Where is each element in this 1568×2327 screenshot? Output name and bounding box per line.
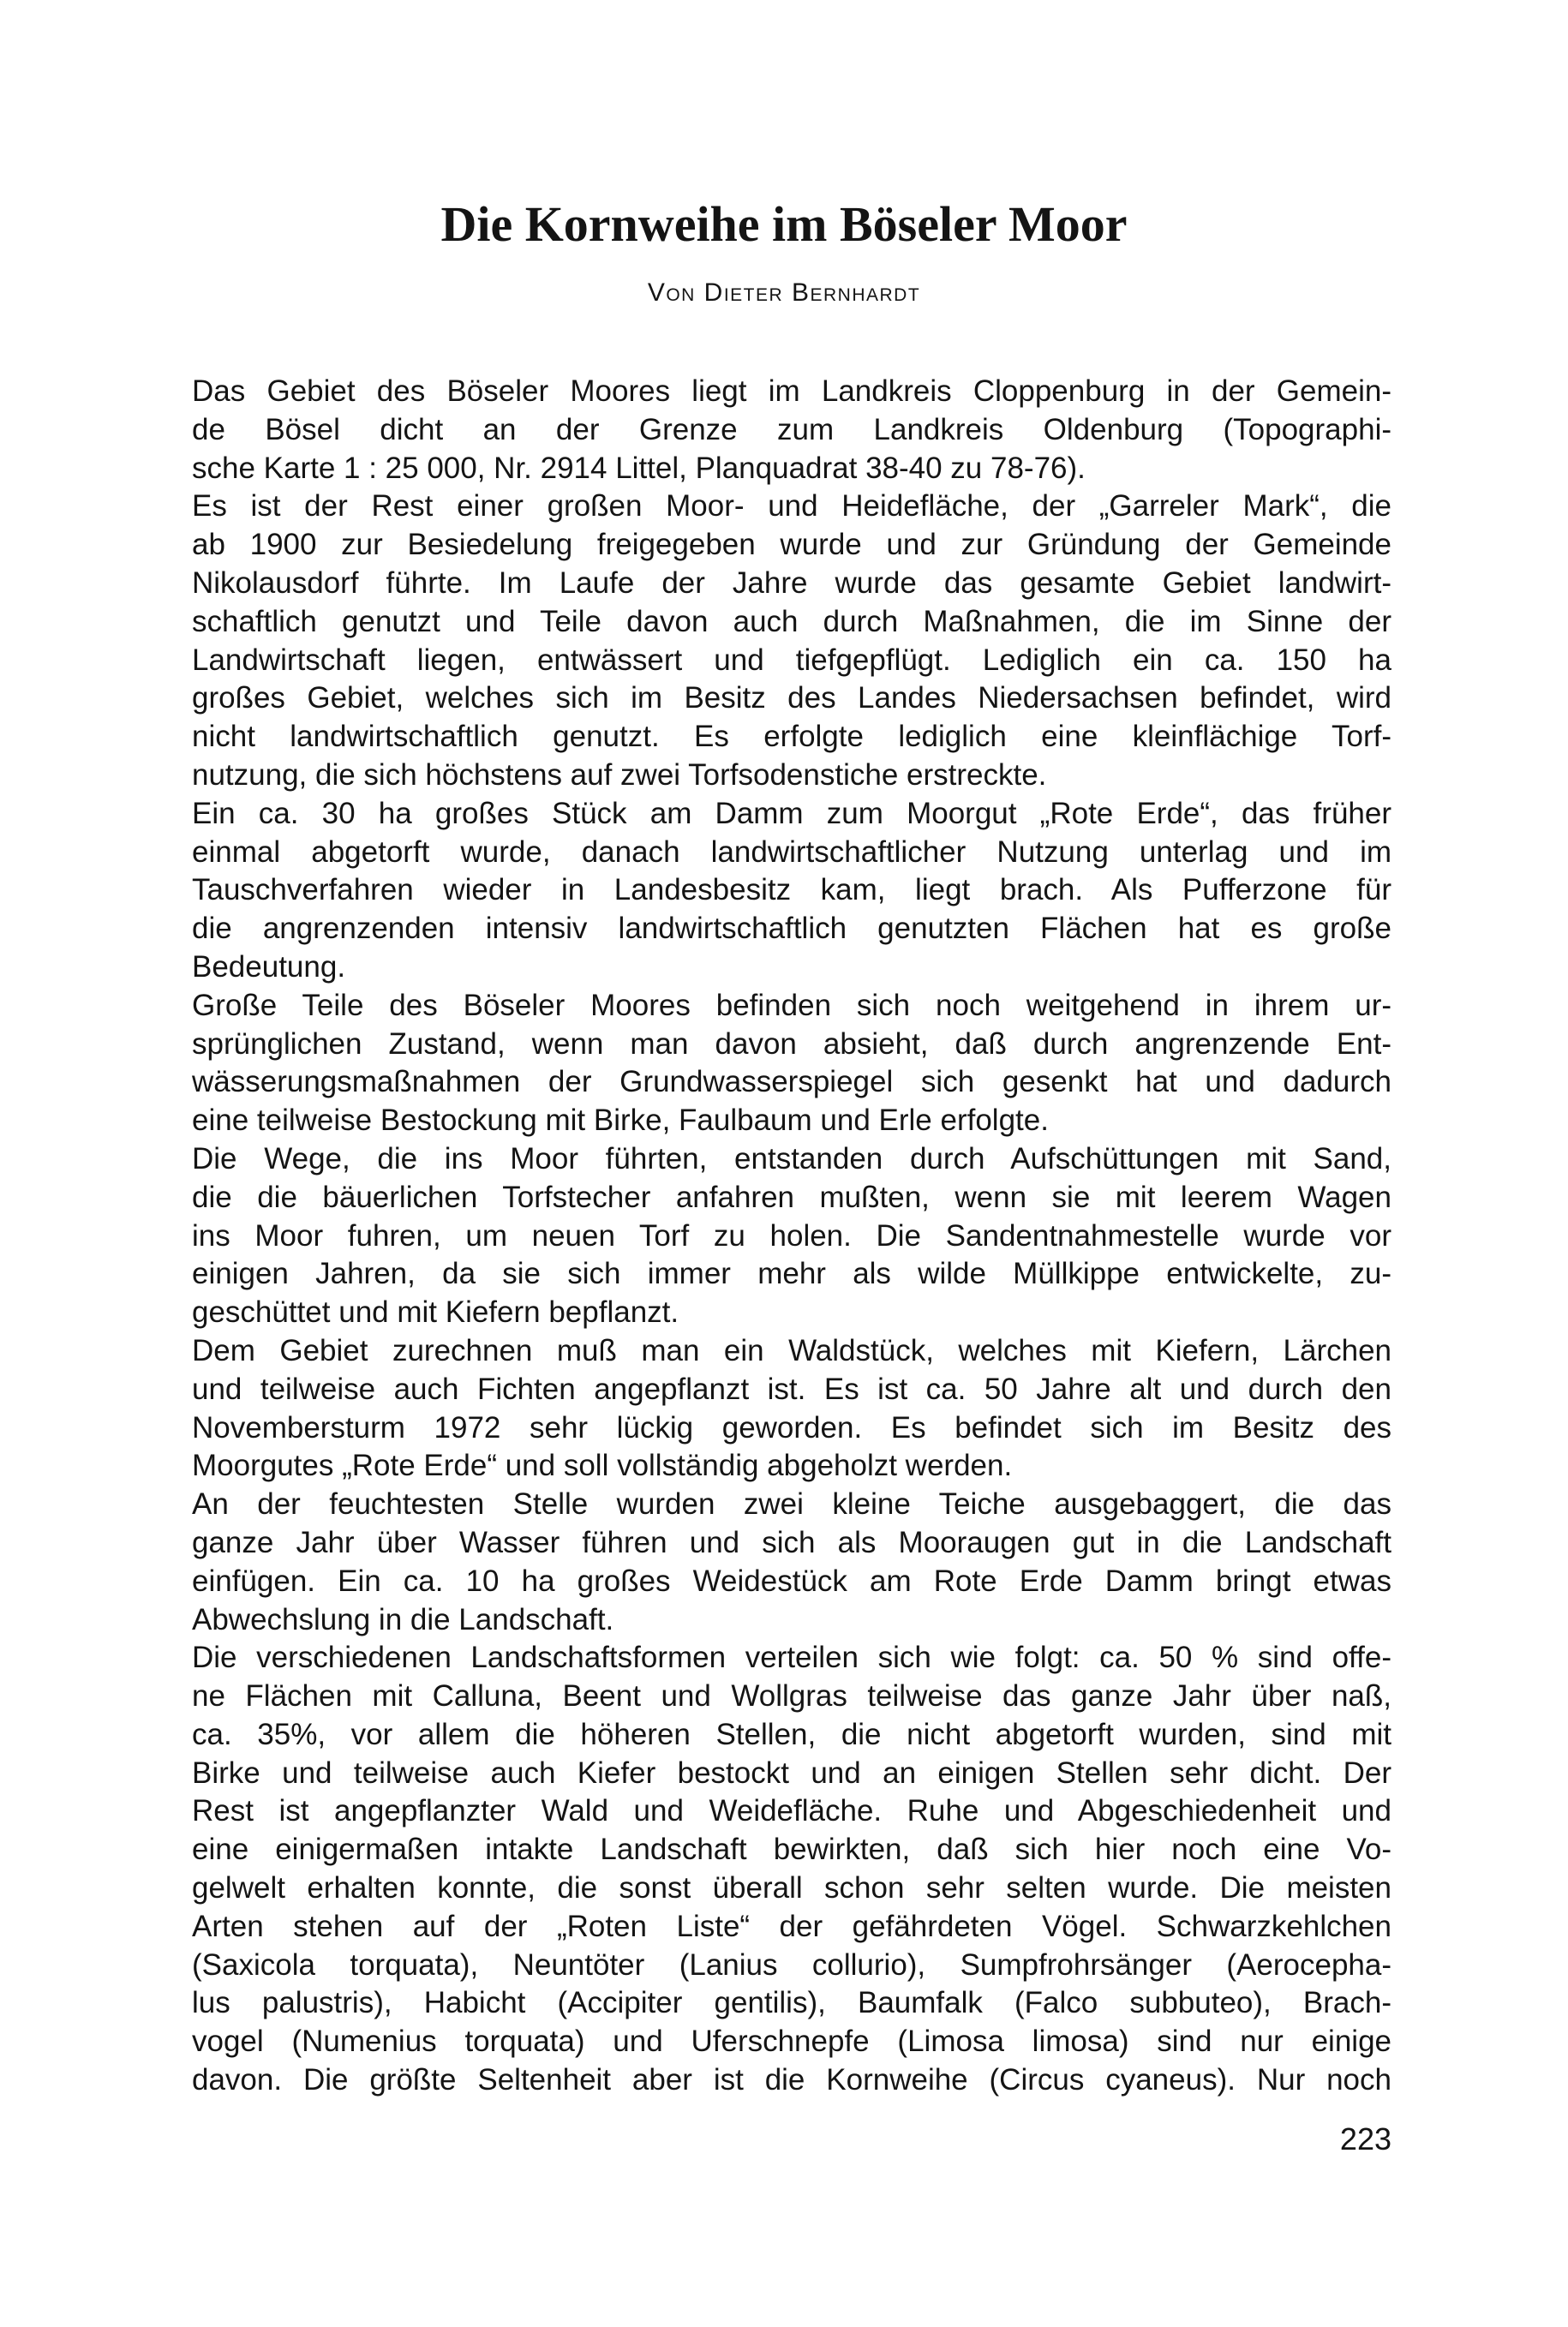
text-line: einmal abgetorft wurde, danach landwirtschaftlicher Nutzung unterlag und im — [192, 834, 1391, 869]
text-line: und teilweise auch Fichten angepflanzt ist. Es ist ca. 50 Jahre alt und durch den — [192, 1372, 1391, 1406]
text-line: ne Flächen mit Calluna, Beent und Wollgras teilweise das ganze Jahr über naß, — [192, 1679, 1391, 1714]
text-line: Nikolausdorf führte. Im Laufe der Jahre wurde das gesamte Gebiet landwirt- — [192, 565, 1391, 600]
text-line: An der feuchtesten Stelle wurden zwei kleine Teiche ausgebaggert, die das — [192, 1487, 1391, 1522]
text-line: sprünglichen Zustand, wenn man davon absieht, daß durch angrenzende Ent- — [192, 1026, 1391, 1061]
text-line: geschüttet und mit Kiefern bepflanzt. — [192, 1295, 679, 1330]
text-line: sche Karte 1 : 25 000, Nr. 2914 Littel, Planquadrat 38-40 zu 78-76). — [192, 451, 1086, 485]
text-line: ab 1900 zur Besiedelung freigegeben wurde und zur Gründung der Gemeinde — [192, 528, 1391, 562]
text-line: schaftlich genutzt und Teile davon auch durch Maßnahmen, die im Sinne der — [192, 604, 1391, 638]
paragraph — [192, 1639, 1391, 2100]
text-line: Rest ist angepflanzter Wald und Weidefläche. Ruhe und Abgeschiedenheit und — [192, 1794, 1391, 1828]
text-line: davon. Die größte Seltenheit aber ist die Kornweihe (Circus cyaneus). Nur noch — [192, 2063, 1391, 2097]
text-line: ca. 35%, vor allem die höheren Stellen, die nicht abgetorft wurden, sind mit — [192, 1717, 1391, 1751]
text-line: ganze Jahr über Wasser führen und sich als Mooraugen gut in die Landschaft — [192, 1525, 1391, 1559]
text-line: nutzung, die sich höchstens auf zwei Torfsodenstiche erstreckte. — [192, 757, 1047, 792]
text-line: wässerungsmaßnahmen der Grundwasserspiegel sich gesenkt hat und dadurch — [192, 1065, 1391, 1099]
text-line: Novembersturm 1972 sehr lückig geworden. Es befindet sich im Besitz des — [192, 1410, 1391, 1445]
text-line: Große Teile des Böseler Moores befinden sich noch weitgehend in ihrem ur- — [192, 988, 1391, 1022]
paragraph — [192, 1486, 1391, 1639]
article-body — [192, 373, 1391, 2100]
text-line: eine einigermaßen intakte Landschaft bewirkten, daß sich hier noch eine Vo- — [192, 1833, 1391, 1867]
text-line: Dem Gebiet zurechnen muß man ein Waldstück, welches mit Kiefern, Lärchen — [192, 1333, 1391, 1367]
text-line: (Saxicola torquata), Neuntöter (Lanius collurio), Sumpfrohrsänger (Aerocepha- — [192, 1947, 1391, 1982]
page-number: 223 — [1339, 2121, 1391, 2157]
text-line: Die verschiedenen Landschaftsformen verteilen sich wie folgt: ca. 50 % sind offe- — [192, 1641, 1391, 1675]
text-line: ins Moor fuhren, um neuen Torf zu holen. Die Sandentnahmestelle wurde vor — [192, 1218, 1391, 1253]
text-line: großes Gebiet, welches sich im Besitz des Landes Niedersachsen befindet, wird — [192, 681, 1391, 715]
text-line: de Bösel dicht an der Grenze zum Landkreis Oldenburg (Topographi- — [192, 412, 1391, 446]
text-line: nicht landwirtschaftlich genutzt. Es erfolgte lediglich eine kleinflächige Torf- — [192, 720, 1391, 754]
article-author: Von Dieter Bernhardt — [647, 278, 921, 307]
text-line: Es ist der Rest einer großen Moor- und Heidefläche, der „Garreler Mark“, die — [192, 489, 1391, 523]
paragraph — [192, 488, 1391, 794]
text-line: die angrenzenden intensiv landwirtschaftlich genutzten Flächen hat es große — [192, 912, 1391, 946]
text-line: Bedeutung. — [192, 949, 346, 984]
text-line: die die bäuerlichen Torfstecher anfahren mußten, wenn sie mit leerem Wagen — [192, 1180, 1391, 1214]
text-line: Ein ca. 30 ha großes Stück am Damm zum Moorgut „Rote Erde“, das früher — [192, 796, 1391, 830]
text-line: gelwelt erhalten konnte, die sonst überall schon sehr selten wurde. Die meisten — [192, 1871, 1391, 1905]
article-title: Die Kornweihe im Böseler Moor — [440, 196, 1128, 252]
text-line: Moorgutes „Rote Erde“ und soll vollständig abgeholzt werden. — [192, 1449, 1013, 1483]
paragraph — [192, 1332, 1391, 1486]
text-line: Landwirtschaft liegen, entwässert und tiefgepflügt. Lediglich ein ca. 150 ha — [192, 643, 1391, 677]
paragraph — [192, 1140, 1391, 1332]
paragraph — [192, 373, 1391, 488]
text-line: einigen Jahren, da sie sich immer mehr als wilde Müllkippe entwickelte, zu- — [192, 1257, 1391, 1291]
text-line: Tauschverfahren wieder in Landesbesitz kam, liegt brach. Als Pufferzone für — [192, 873, 1391, 907]
paragraph — [192, 795, 1391, 987]
text-line: Abwechslung in die Landschaft. — [192, 1602, 614, 1636]
text-line: Birke und teilweise auch Kiefer bestockt und an einigen Stellen sehr dicht. Der — [192, 1756, 1391, 1790]
paragraph — [192, 987, 1391, 1140]
text-line: eine teilweise Bestockung mit Birke, Faulbaum und Erle erfolgte. — [192, 1104, 1049, 1138]
text-line: Die Wege, die ins Moor führten, entstanden durch Aufschüttungen mit Sand, — [192, 1141, 1391, 1175]
text-line: Arten stehen auf der „Roten Liste“ der gefährdeten Vögel. Schwarzkehlchen — [192, 1909, 1391, 1943]
text-line: Das Gebiet des Böseler Moores liegt im Landkreis Cloppenburg in der Gemein- — [192, 374, 1391, 408]
text-line: einfügen. Ein ca. 10 ha großes Weidestück am Rote Erde Damm bringt etwas — [192, 1564, 1391, 1598]
text-line: lus palustris), Habicht (Accipiter gentilis), Baumfalk (Falco subbuteo), Brach- — [192, 1986, 1391, 2020]
text-line: vogel (Numenius torquata) und Uferschnepfe (Limosa limosa) sind nur einige — [192, 2025, 1391, 2059]
